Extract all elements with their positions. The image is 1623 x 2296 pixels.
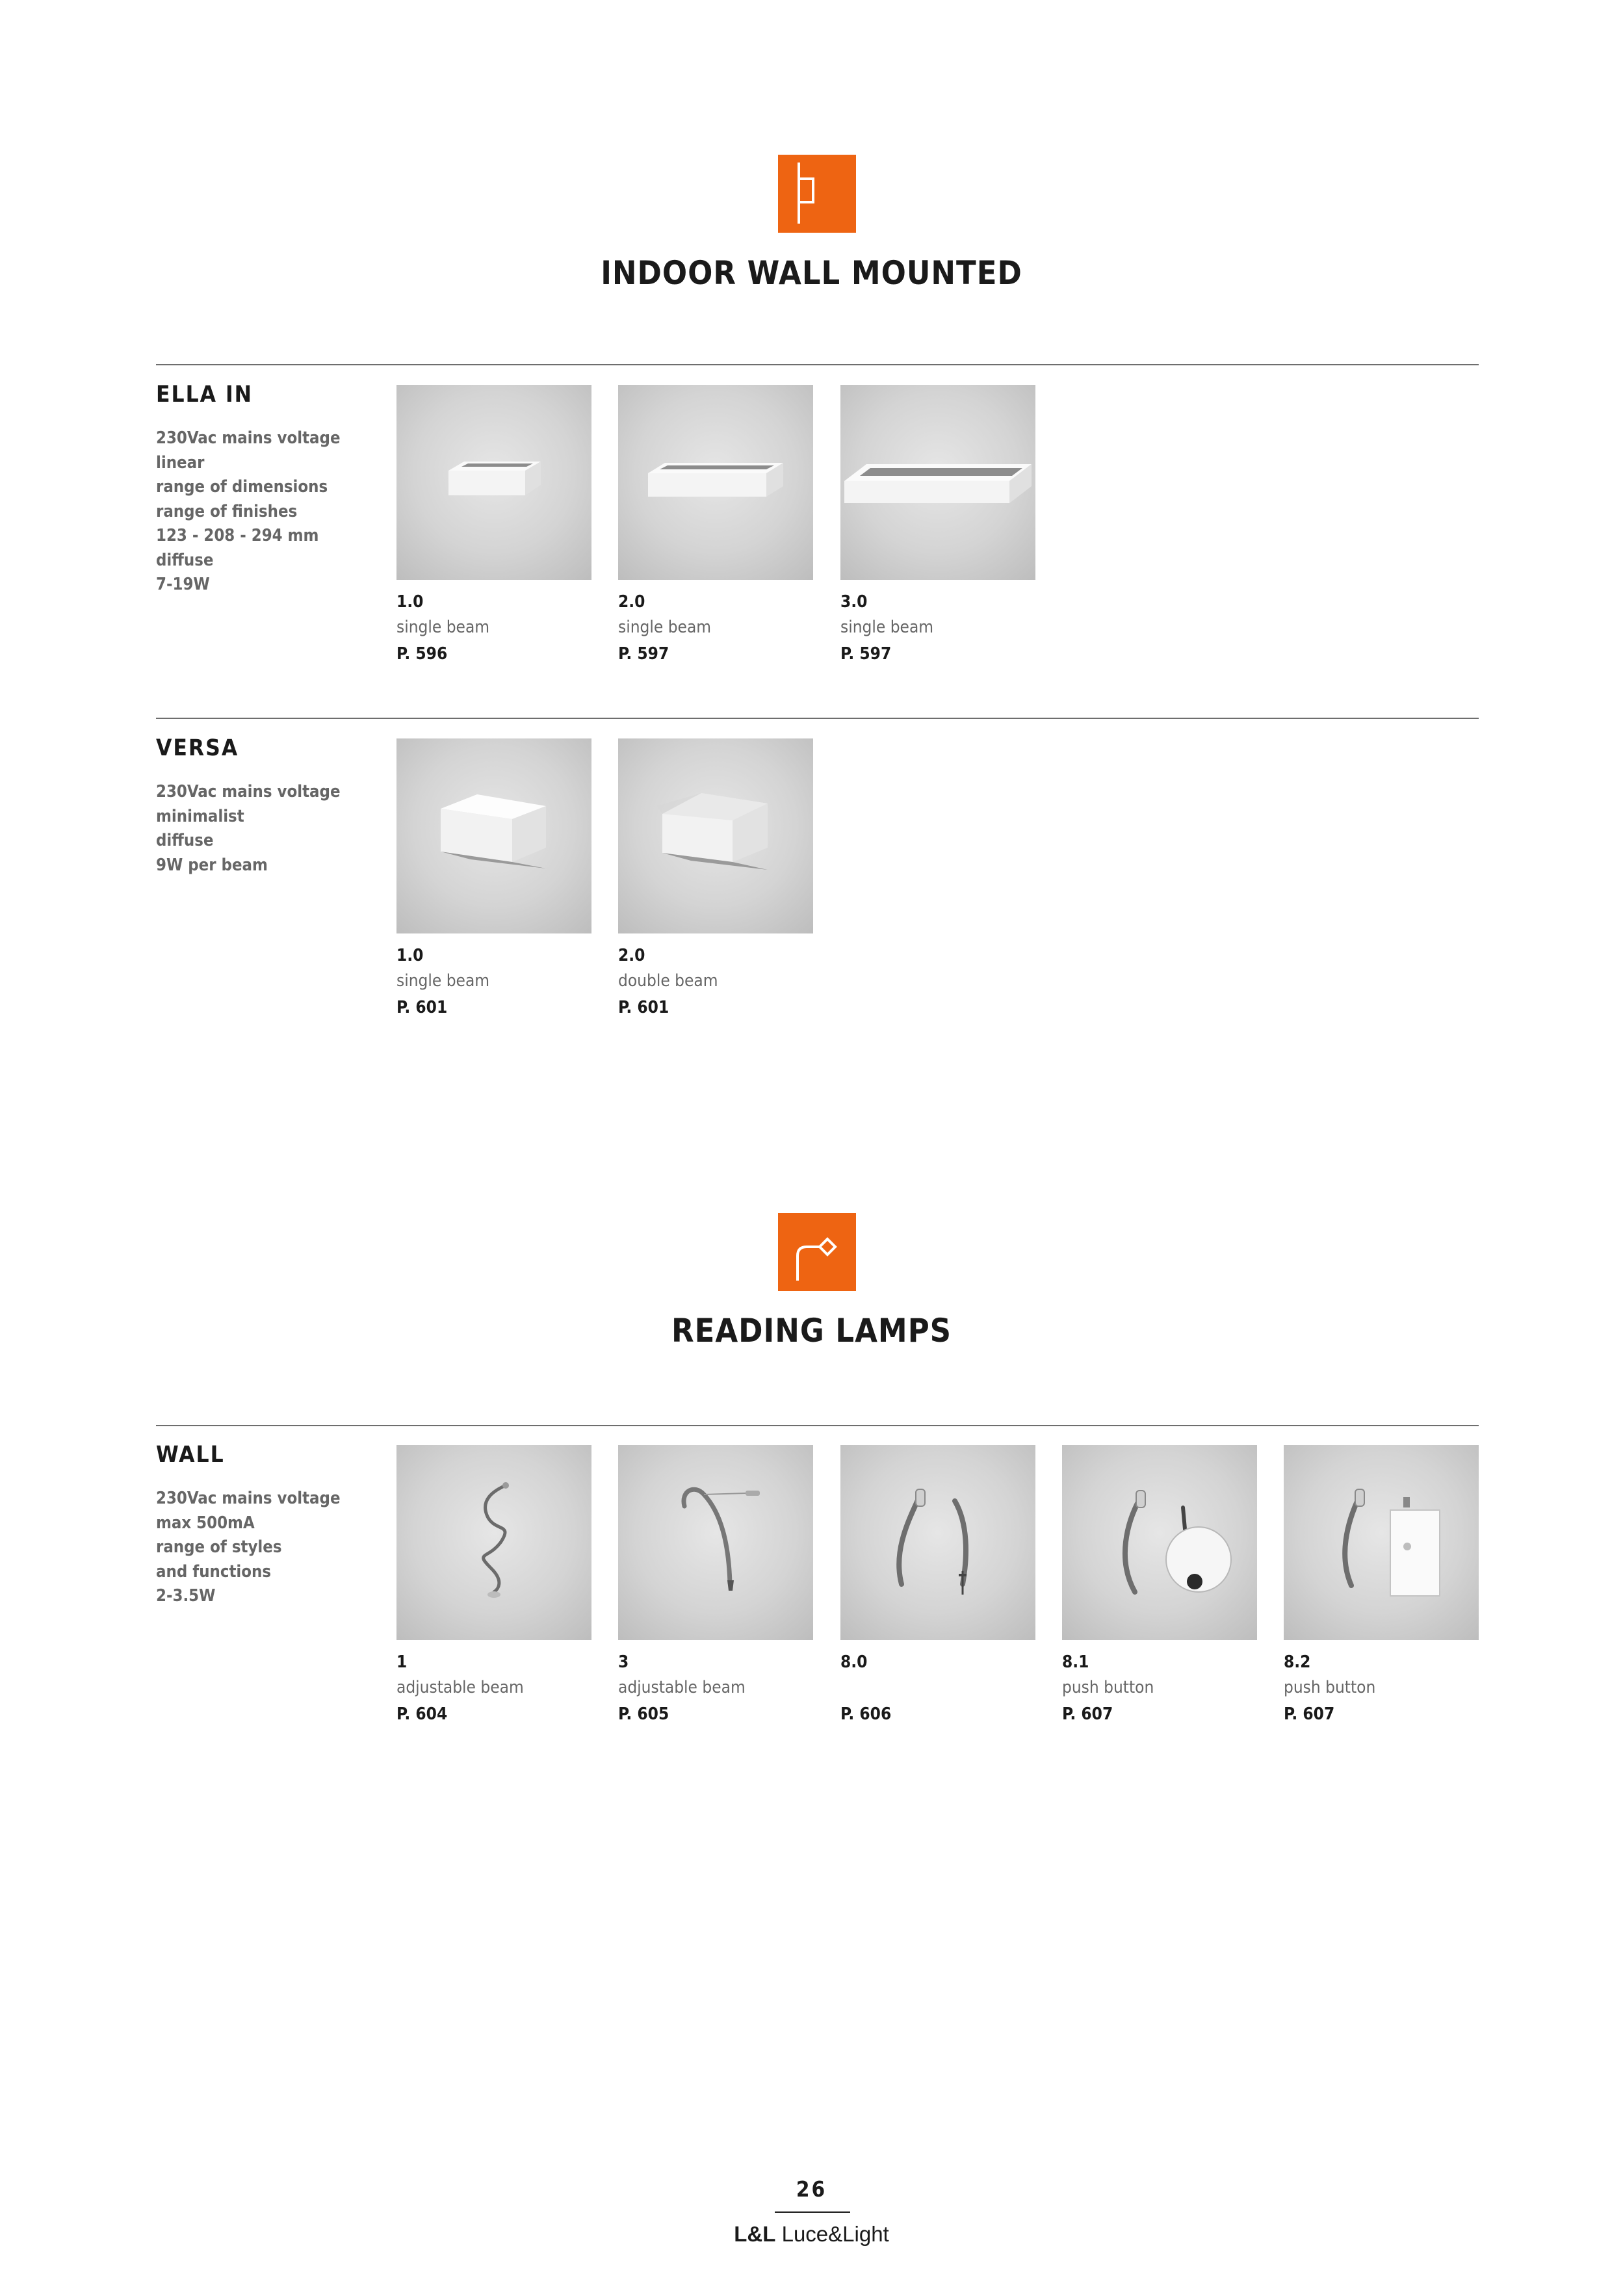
product-code: 8.0 [840, 1652, 868, 1672]
page-reference[interactable]: P. 605 [618, 1704, 669, 1724]
spec-list [156, 780, 341, 878]
page-reference[interactable]: P. 596 [396, 644, 448, 664]
product-code: 3 [618, 1652, 629, 1672]
ella-in-3.0-image [840, 385, 1035, 580]
brand-name: Luce&Light [781, 2222, 889, 2246]
product-card[interactable] [1062, 1445, 1257, 1727]
product-card[interactable] [396, 1445, 591, 1727]
section-title: READING LAMPS [671, 1312, 952, 1350]
family-name: ELLA IN [156, 382, 253, 408]
wall-3-image [618, 1445, 813, 1640]
ella-in-1.0-image [396, 385, 591, 580]
page-reference[interactable]: P. 601 [618, 998, 669, 1017]
product-code: 2.0 [618, 946, 645, 965]
product-description: single beam [396, 971, 490, 991]
brand-mark: L&L [734, 2222, 776, 2246]
spec-item: 230Vac mains voltage [156, 782, 341, 802]
page-reference[interactable]: P. 607 [1062, 1704, 1113, 1724]
divider [156, 1425, 1479, 1426]
family-name: WALL [156, 1442, 225, 1468]
wall-8.1-image [1062, 1445, 1257, 1640]
page-reference[interactable]: P. 601 [396, 998, 448, 1017]
spec-item: 230Vac mains voltage [156, 428, 341, 448]
family-name: VERSA [156, 735, 239, 761]
product-description: push button [1062, 1678, 1154, 1697]
page-reference[interactable]: P. 597 [618, 644, 669, 664]
footer-divider [775, 2211, 850, 2213]
spec-item: max 500mA [156, 1513, 255, 1533]
spec-list [156, 426, 341, 597]
product-description: double beam [618, 971, 718, 991]
product-code: 8.1 [1062, 1652, 1089, 1672]
spec-item: 123 - 208 - 294 mm [156, 526, 319, 545]
spec-item: range of dimensions [156, 477, 328, 497]
product-description [840, 1675, 1035, 1701]
versa-2.0-image [618, 738, 813, 933]
product-card[interactable] [618, 1445, 813, 1727]
product-card[interactable] [396, 385, 591, 667]
page-reference[interactable]: P. 597 [840, 644, 892, 664]
product-code: 1.0 [396, 946, 424, 965]
product-code: 1.0 [396, 592, 424, 612]
spec-item: 2-3.5W [156, 1586, 216, 1606]
spec-item: diffuse [156, 550, 214, 570]
wall-1-image [396, 1445, 591, 1640]
spec-item: 230Vac mains voltage [156, 1489, 341, 1508]
wall-8.2-image [1284, 1445, 1479, 1640]
product-code: 8.2 [1284, 1652, 1311, 1672]
product-card[interactable] [1284, 1445, 1479, 1727]
divider [156, 364, 1479, 365]
product-description: single beam [396, 618, 490, 637]
product-card[interactable] [840, 385, 1035, 667]
spec-item: range of styles [156, 1537, 282, 1557]
section-title: INDOOR WALL MOUNTED [601, 254, 1022, 292]
product-description: push button [1284, 1678, 1376, 1697]
spec-item: and functions [156, 1561, 272, 1582]
product-description: single beam [618, 618, 712, 637]
product-description: adjustable beam [396, 1678, 524, 1697]
ella-in-2.0-image [618, 385, 813, 580]
product-card[interactable] [618, 738, 813, 1021]
spec-item: 9W per beam [156, 855, 268, 875]
divider [156, 718, 1479, 719]
spec-item: linear [156, 452, 205, 473]
product-code: 1 [396, 1652, 408, 1672]
brand-logo [0, 2222, 1623, 2247]
page-number: 26 [796, 2176, 827, 2202]
wall-8.0-image [840, 1445, 1035, 1640]
page-reference[interactable]: P. 606 [840, 1704, 892, 1724]
product-card[interactable] [618, 385, 813, 667]
product-card[interactable] [840, 1445, 1035, 1727]
spec-item: range of finishes [156, 501, 298, 521]
product-code: 3.0 [840, 592, 868, 612]
reading-lamp-icon [778, 1213, 856, 1291]
spec-item: minimalist [156, 806, 244, 826]
product-code: 2.0 [618, 592, 645, 612]
product-description: adjustable beam [618, 1678, 746, 1697]
spec-item: diffuse [156, 831, 214, 850]
page-reference[interactable]: P. 604 [396, 1704, 448, 1724]
spec-item: 7-19W [156, 575, 210, 594]
product-description: single beam [840, 618, 934, 637]
product-card[interactable] [396, 738, 591, 1021]
page-reference[interactable]: P. 607 [1284, 1704, 1335, 1724]
spec-list [156, 1487, 341, 1609]
wall-mounted-icon [778, 155, 856, 233]
versa-1.0-image [396, 738, 591, 933]
